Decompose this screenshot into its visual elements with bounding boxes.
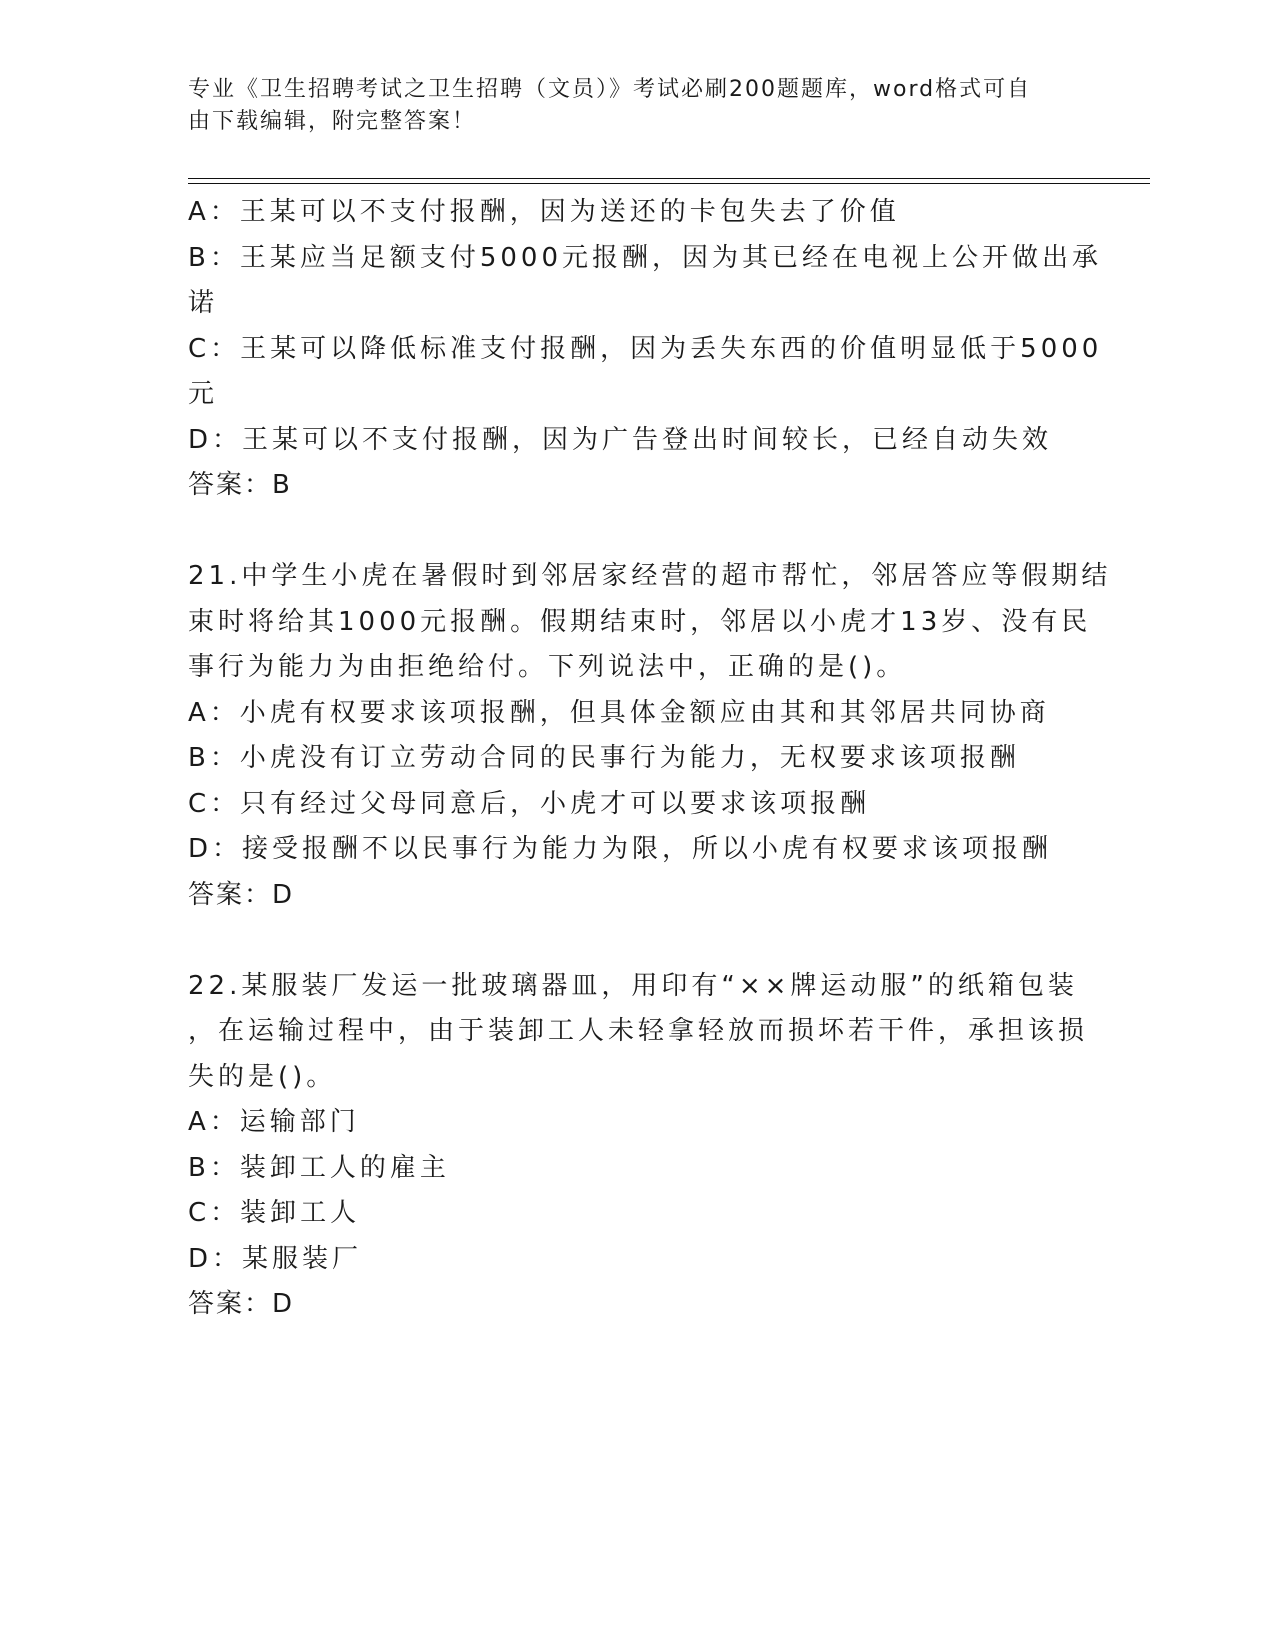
q21-option-c: C：只有经过父母同意后，小虎才可以要求该项报酬 — [188, 788, 871, 819]
q20-answer: 答案：B — [188, 470, 292, 500]
q21-option-b: B：小虎没有订立劳动合同的民事行为能力，无权要求该项报酬 — [188, 743, 1020, 773]
header-line-2: 由下载编辑，附完整答案！ — [188, 109, 477, 134]
q20-option-c-line-2: 元 — [188, 379, 219, 409]
q22-stem-line-2: ，在运输过程中，由于装卸工人未轻拿轻放而损坏若干件，承担该损 — [188, 1016, 1089, 1046]
q21-stem-line-2: 束时将给其1000元报酬。假期结束时，邻居以小虎才13岁、没有民 — [188, 606, 1092, 637]
question-20-block — [188, 190, 1103, 509]
q22-option-d: D：某服装厂 — [188, 1243, 363, 1274]
spacer — [188, 509, 1088, 555]
q21-stem-line-1: 21.中学生小虎在暑假时到邻居家经营的超市帮忙，邻居答应等假期结 — [188, 561, 1112, 591]
q22-option-a: A：运输部门 — [188, 1107, 360, 1137]
q22-stem-line-1: 22.某服装厂发运一批玻璃器皿，用印有“××牌运动服”的纸箱包装 — [188, 970, 1078, 1001]
header-divider-bottom — [188, 183, 1150, 184]
q22-option-c: C：装卸工人 — [188, 1198, 361, 1228]
header-divider-top — [188, 178, 1150, 179]
q20-option-d: D：王某可以不支付报酬，因为广告登出时间较长，已经自动失效 — [188, 424, 1053, 455]
q21-option-a: A：小虎有权要求该项报酬，但具体金额应由其和其邻居共同协商 — [188, 697, 1050, 728]
q20-option-b-line-1: B：王某应当足额支付5000元报酬，因为其已经在电视上公开做出承 — [188, 242, 1103, 273]
q21-option-d: D：接受报酬不以民事行为能力为限，所以小虎有权要求该项报酬 — [188, 834, 1053, 864]
q21-stem-line-3: 事行为能力为由拒绝给付。下列说法中，正确的是()。 — [188, 652, 907, 682]
q22-stem-line-3: 失的是()。 — [188, 1061, 337, 1092]
document-header — [188, 74, 1068, 138]
question-content — [188, 190, 1112, 1328]
q20-option-c-line-1: C：王某可以降低标准支付报酬，因为丢失东西的价值明显低于5000 — [188, 333, 1103, 364]
question-22-block — [188, 964, 1088, 1328]
header-line-1: 专业《卫生招聘考试之卫生招聘（文员）》考试必刷200题题库，word格式可自 — [188, 77, 1032, 102]
q20-option-a: A：王某可以不支付报酬，因为送还的卡包失去了价值 — [188, 197, 900, 227]
spacer — [188, 918, 1088, 964]
q21-answer: 答案：D — [188, 879, 295, 910]
q22-answer: 答案：D — [188, 1289, 295, 1319]
question-21-block — [188, 554, 1112, 918]
q22-option-b: B：装卸工人的雇主 — [188, 1152, 450, 1183]
q20-option-b-line-2: 诺 — [188, 288, 219, 318]
